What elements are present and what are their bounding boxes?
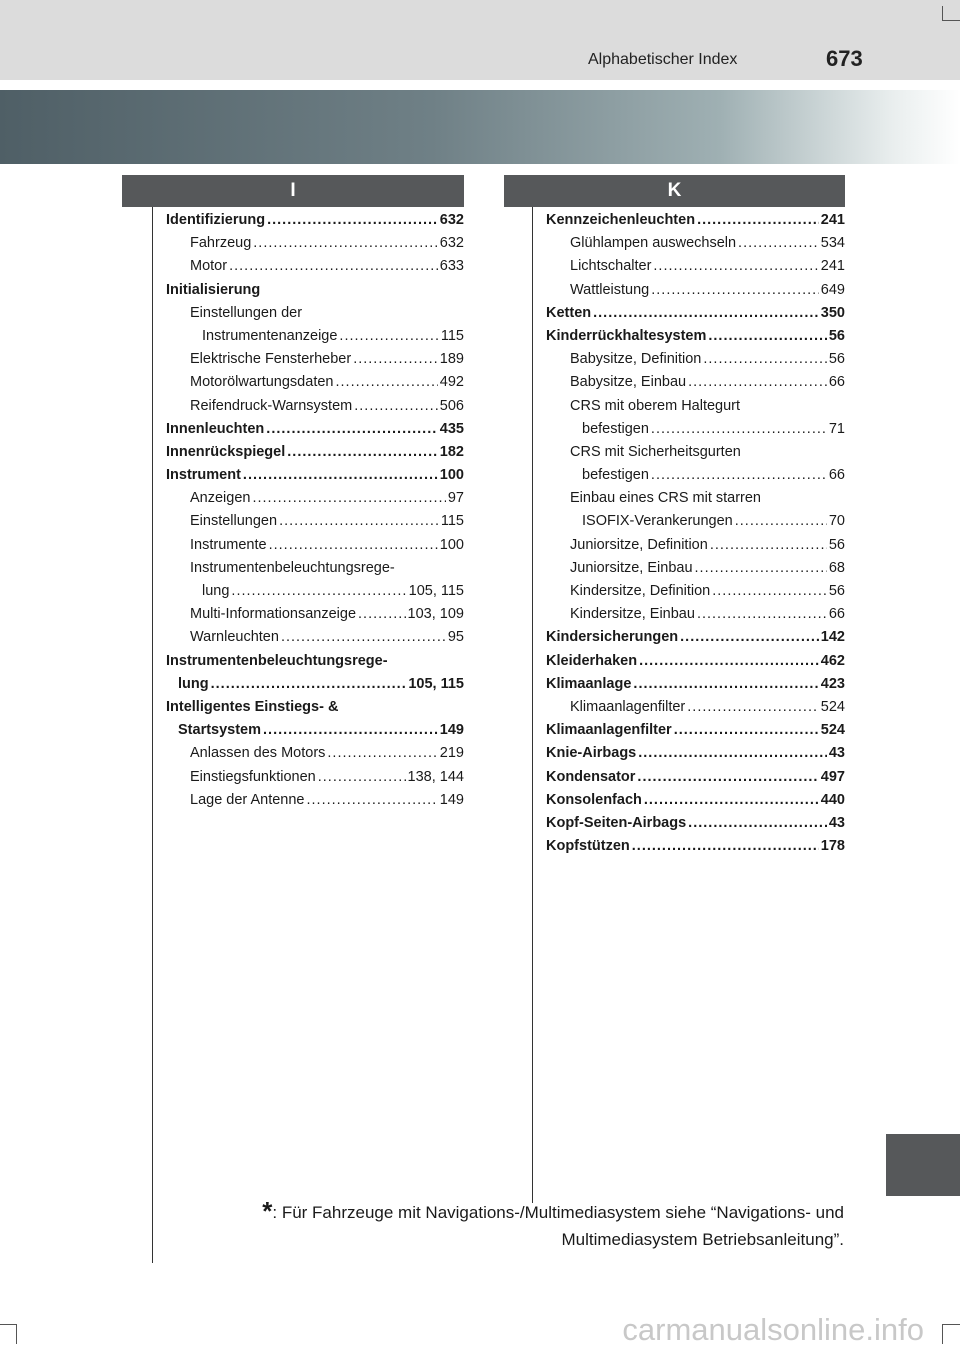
index-column-k xyxy=(546,209,845,858)
index-entry: Multi-Informationsanzeige ..... 103, 109 xyxy=(166,603,464,626)
crop-mark xyxy=(942,6,943,20)
page-header-title: Alphabetischer Index xyxy=(588,51,738,68)
index-entry: Juniorsitze, Definition ..... 56 xyxy=(546,534,845,557)
footnote-line-1: *: Für Fahrzeuge mit Navigations-/Multimediasystem siehe “Navigations- und xyxy=(262,1196,844,1226)
watermark: carmanualsonline.info xyxy=(622,1312,924,1347)
index-entry: Kopf-Seiten-Airbags ..... 43 xyxy=(546,812,845,835)
index-entry: ISOFIX-Verankerungen ..... 70 xyxy=(546,510,845,533)
index-column-i xyxy=(166,209,464,812)
crop-mark xyxy=(942,1324,943,1344)
index-entry: Lichtschalter ..... 241 xyxy=(546,255,845,278)
index-entry: Instrumente ..... 100 xyxy=(166,534,464,557)
section-letter-i: I xyxy=(122,175,464,207)
footnote xyxy=(190,1198,844,1253)
header-bar xyxy=(0,0,960,80)
index-entry: Motor ..... 633 xyxy=(166,255,464,278)
index-entry: Babysitze, Definition ..... 56 xyxy=(546,348,845,371)
index-entry: Reifendruck-Warnsystem ..... 506 xyxy=(166,395,464,418)
index-entry: CRS mit oberem Haltegurt xyxy=(570,397,741,414)
column-divider-left xyxy=(152,207,153,1263)
index-entry: Einstellungen ..... 115 xyxy=(166,510,464,533)
footnote-marker: * xyxy=(262,1196,273,1226)
crop-mark xyxy=(942,1324,960,1325)
index-entry: Kindersitze, Einbau ..... 66 xyxy=(546,603,845,626)
index-entry: lung ..... 105, 115 xyxy=(166,673,464,696)
index-entry: Einstellungen der xyxy=(190,304,303,321)
index-entry: Klimaanlage ..... 423 xyxy=(546,673,845,696)
index-entry: Kindersitze, Definition ..... 56 xyxy=(546,580,845,603)
index-entry: Instrumentenanzeige ..... 115 xyxy=(166,325,464,348)
index-entry: Instrumentenbeleuchtungsrege- xyxy=(166,652,388,669)
index-entry: Innenleuchten ..... 435 xyxy=(166,418,464,441)
index-entry: Fahrzeug ..... 632 xyxy=(166,232,464,255)
index-entry: Wattleistung ..... 649 xyxy=(546,279,845,302)
index-entry: Klimaanlagenfilter ..... 524 xyxy=(546,696,845,719)
index-entry: Konsolenfach ..... 440 xyxy=(546,789,845,812)
index-entry: Babysitze, Einbau ..... 66 xyxy=(546,371,845,394)
chapter-thumb-tab xyxy=(886,1134,960,1196)
index-entry: Startsystem ..... 149 xyxy=(166,719,464,742)
footnote-line-2: Multimediasystem Betriebsanleitung”. xyxy=(561,1230,844,1249)
index-entry: Elektrische Fensterheber ..... 189 xyxy=(166,348,464,371)
crop-mark xyxy=(942,20,960,21)
index-entry: Instrumentenbeleuchtungsrege- xyxy=(190,559,395,576)
index-entry: Ketten ..... 350 xyxy=(546,302,845,325)
index-entry: Glühlampen auswechseln ..... 534 xyxy=(546,232,845,255)
index-entry: Instrument ..... 100 xyxy=(166,464,464,487)
index-entry: Identifizierung ..... 632 xyxy=(166,209,464,232)
column-divider-middle xyxy=(532,207,533,1203)
index-entry: Initialisierung xyxy=(166,281,261,298)
index-entry: Kopfstützen ..... 178 xyxy=(546,835,845,858)
index-entry: Motorölwartungsdaten ..... 492 xyxy=(166,371,464,394)
index-entry: Lage der Antenne ..... 149 xyxy=(166,789,464,812)
index-entry: Kondensator ..... 497 xyxy=(546,766,845,789)
index-entry: befestigen ..... 66 xyxy=(546,464,845,487)
index-entry: Einbau eines CRS mit starren xyxy=(570,490,761,507)
index-entry: Kindersicherungen ..... 142 xyxy=(546,626,845,649)
index-entry: Warnleuchten ..... 95 xyxy=(166,626,464,649)
index-entry: Intelligentes Einstiegs- & xyxy=(166,698,339,715)
index-entry: Juniorsitze, Einbau ..... 68 xyxy=(546,557,845,580)
index-entry: Knie-Airbags ..... 43 xyxy=(546,742,845,765)
index-entry: befestigen ..... 71 xyxy=(546,418,845,441)
decorative-banner xyxy=(0,90,960,164)
crop-mark xyxy=(0,1324,16,1325)
page-number: 673 xyxy=(826,46,863,71)
index-entry: CRS mit Sicherheitsgurten xyxy=(570,443,741,460)
index-entry: Kleiderhaken ..... 462 xyxy=(546,650,845,673)
index-entry: Anzeigen ..... 97 xyxy=(166,487,464,510)
index-entry: Innenrückspiegel ..... 182 xyxy=(166,441,464,464)
index-entry: lung ..... 105, 115 xyxy=(166,580,464,603)
index-entry: Kinderrückhaltesystem ..... 56 xyxy=(546,325,845,348)
index-entry: Anlassen des Motors ..... 219 xyxy=(166,742,464,765)
crop-mark xyxy=(16,1324,17,1344)
index-entry: Kennzeichenleuchten ..... 241 xyxy=(546,209,845,232)
index-entry: Einstiegsfunktionen ..... 138, 144 xyxy=(166,766,464,789)
index-entry: Klimaanlagenfilter ..... 524 xyxy=(546,719,845,742)
section-letter-k: K xyxy=(504,175,845,207)
